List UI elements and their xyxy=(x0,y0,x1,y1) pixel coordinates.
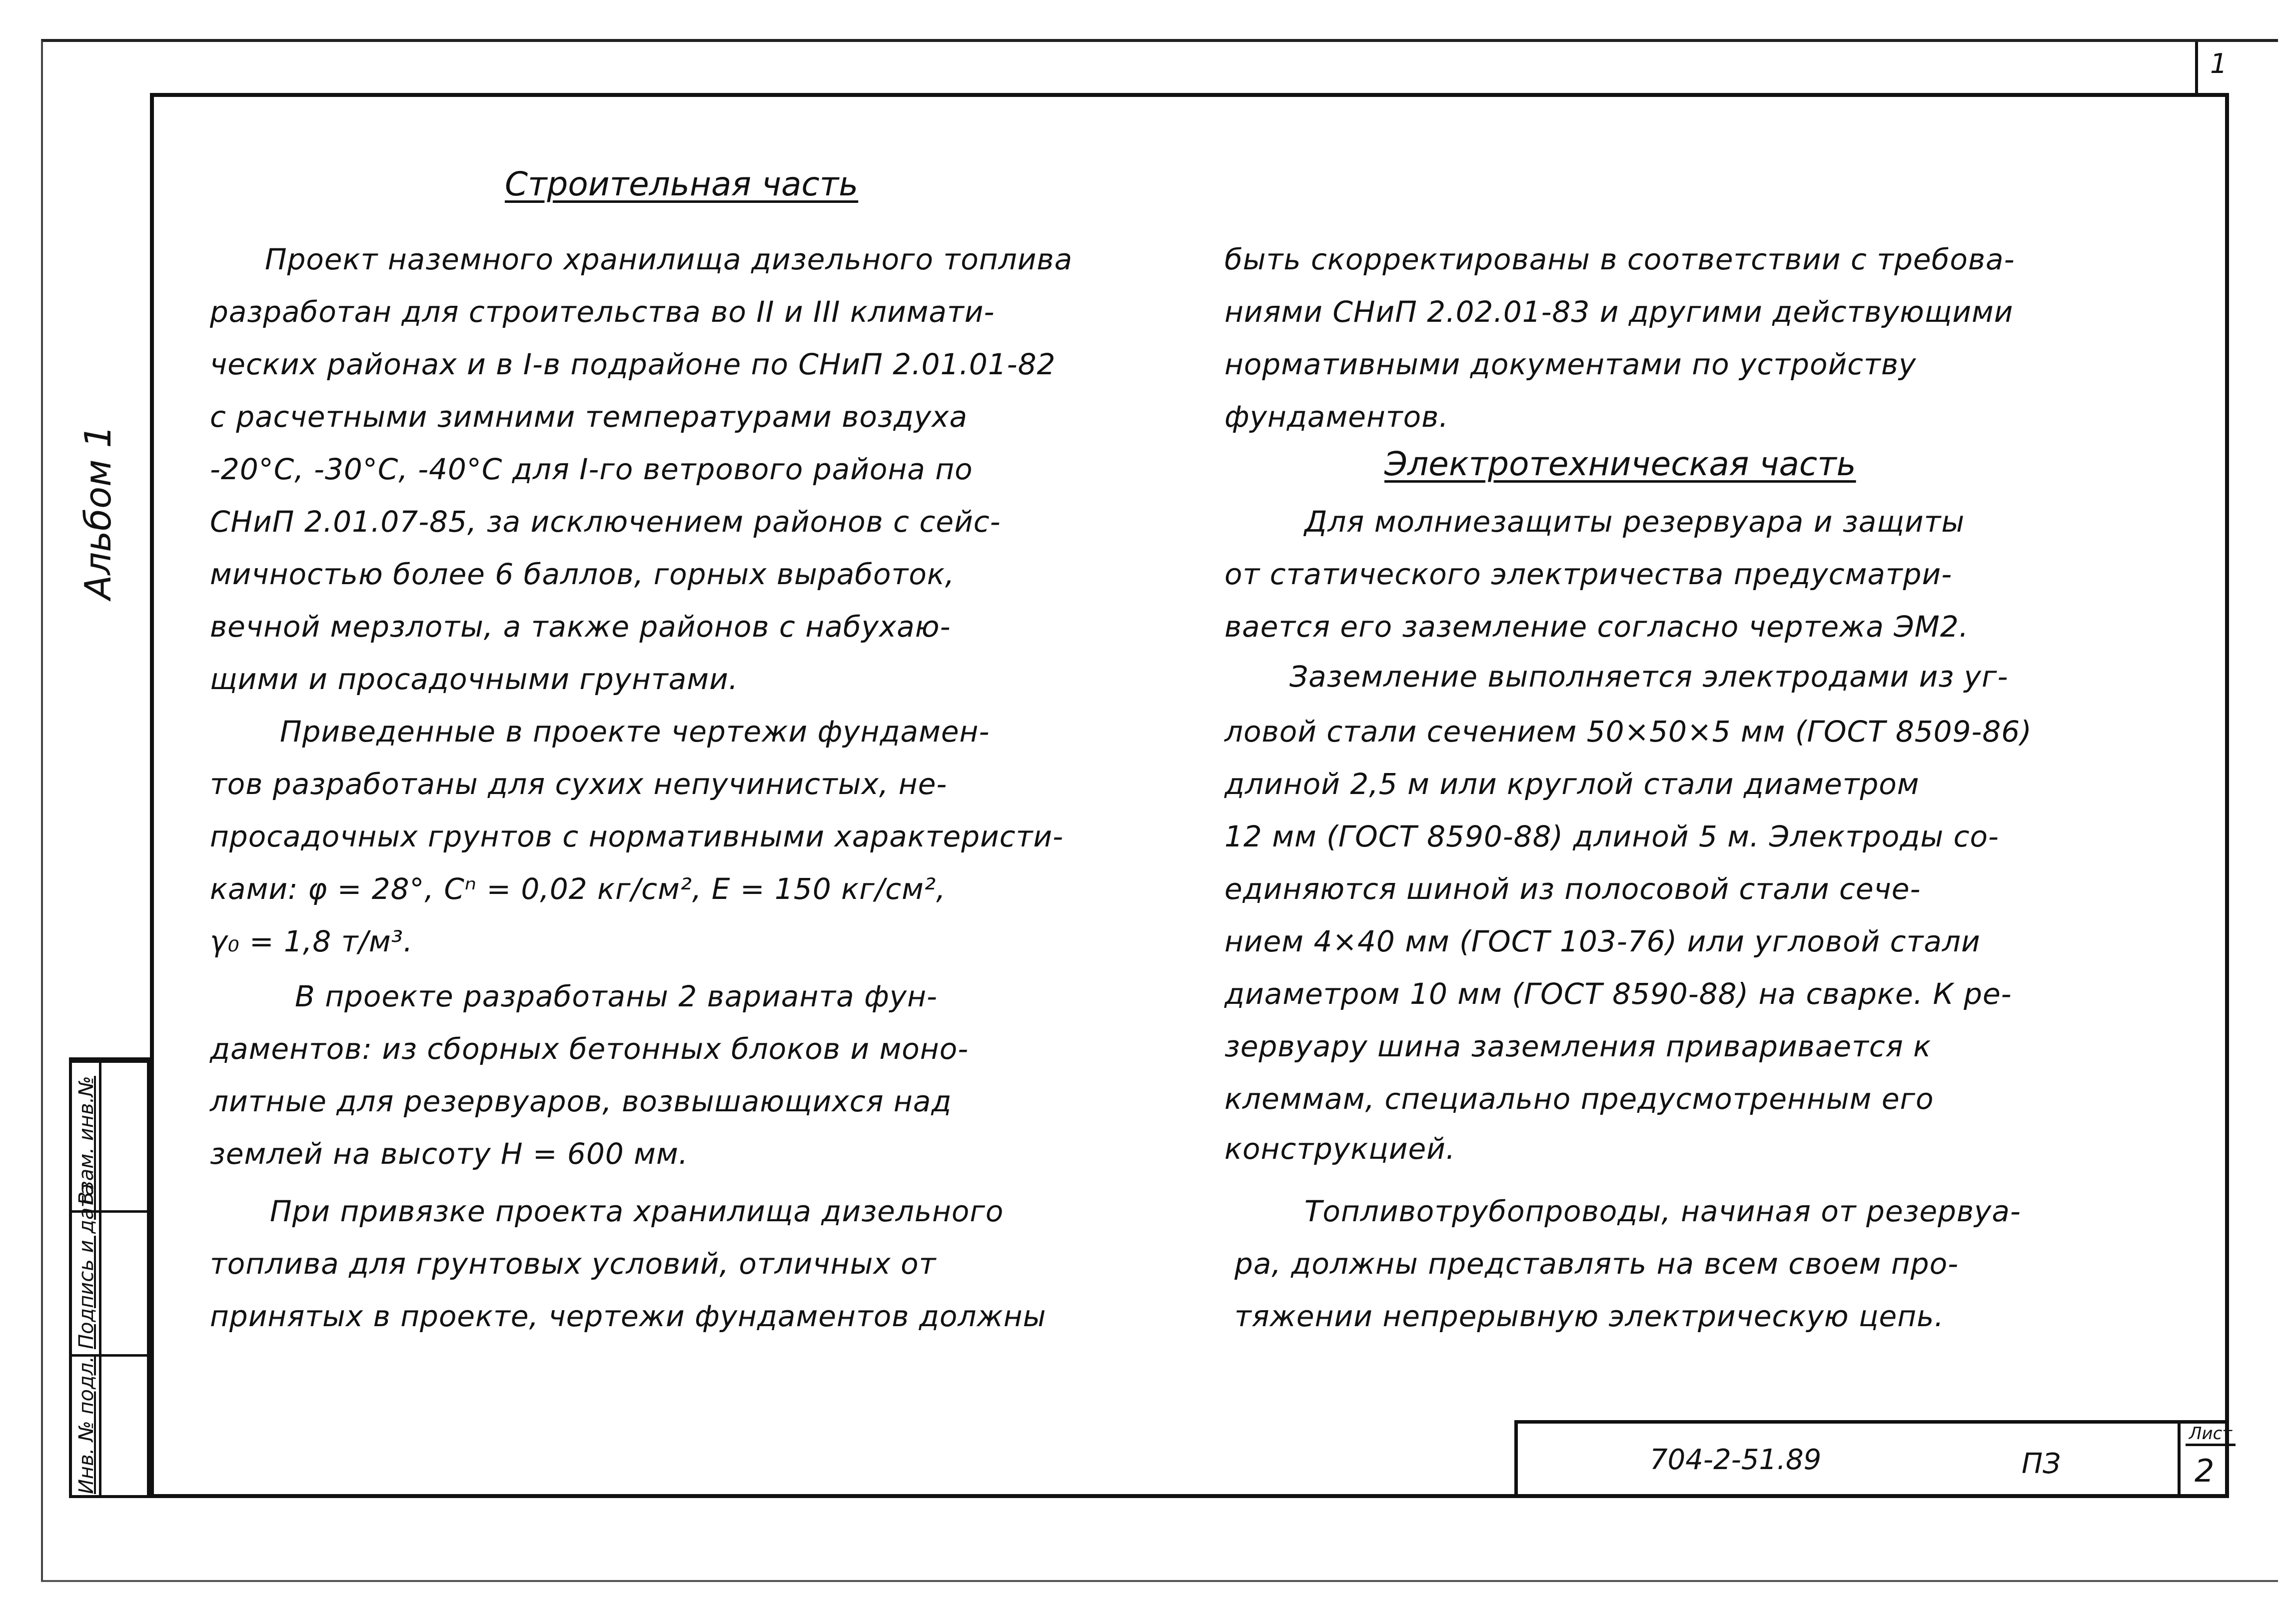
album-label: Альбом 1 xyxy=(77,425,119,600)
left-line: землей на высоту H = 600 мм. xyxy=(210,1137,689,1171)
left-line: топлива для грунтовых условий, отличных от xyxy=(210,1247,937,1281)
right-line: Заземление выполняется электродами из уг- xyxy=(1289,660,2009,694)
right-line: единяются шиной из полосовой стали сече- xyxy=(1224,872,1921,906)
left-line: ками: φ = 28°, Cⁿ = 0,02 кг/см², E = 150 кг/см², xyxy=(210,872,946,906)
stamp-label-inventory: Инв. № подл. xyxy=(75,1356,98,1494)
left-line: СНиП 2.01.07-85, за исключением районов с сейс- xyxy=(210,505,1001,539)
title-block xyxy=(1514,1420,2233,1498)
left-line: Проект наземного хранилища дизельного топлива xyxy=(265,242,1073,276)
left-line: разработан для строительства во II и III климати- xyxy=(210,295,995,329)
heading-construction: Строительная часть xyxy=(505,165,859,203)
left-line: При привязке проекта хранилища дизельного xyxy=(270,1194,1004,1228)
right-line: клеммам, специально предусмотренным его xyxy=(1224,1082,1934,1116)
stamp-label-signature: Подпись и дата xyxy=(75,1183,98,1349)
right-line: Топливотрубопроводы, начиная от резервуа- xyxy=(1304,1194,2021,1228)
right-line: нием 4×40 мм (ГОСТ 103-76) или угловой стали xyxy=(1224,924,1981,958)
stamp-column-divider xyxy=(99,1060,101,1495)
right-line: 12 мм (ГОСТ 8590-88) длиной 5 м. Электроды со- xyxy=(1224,819,1999,853)
right-line: Для молниезащиты резервуара и защиты xyxy=(1304,505,1965,539)
right-line: вается его заземление согласно чертежа ЭМ2. xyxy=(1224,610,1969,644)
right-line: фундаментов. xyxy=(1224,400,1449,434)
side-stamp xyxy=(69,1057,150,1498)
right-line: от статического электричества предусматри- xyxy=(1224,557,1953,591)
right-line: длиной 2,5 м или круглой стали диаметром xyxy=(1224,767,1920,801)
left-line: В проекте разработаны 2 варианта фун- xyxy=(295,979,938,1013)
heading-electrical: Электротехническая часть xyxy=(1384,445,1856,483)
left-line: даментов: из сборных бетонных блоков и моно- xyxy=(210,1032,969,1066)
left-line: с расчетными зимними температурами воздуха xyxy=(210,400,968,434)
right-line: нормативными документами по устройству xyxy=(1224,347,1917,381)
document-code: 704-2-51.89 xyxy=(1650,1444,1822,1476)
left-line: тов разработаны для сухих непучинистых, не- xyxy=(210,767,948,801)
left-line: -20°С, -30°С, -40°С для I-го ветрового района по xyxy=(210,452,973,486)
document-type: ПЗ xyxy=(2022,1448,2061,1480)
corner-number: 1 xyxy=(2210,48,2228,79)
sheet-number: 2 xyxy=(2195,1453,2215,1489)
left-line: γ₀ = 1,8 т/м³. xyxy=(210,924,413,958)
right-line: ловой стали сечением 50×50×5 мм (ГОСТ 8509-86) xyxy=(1224,715,2032,749)
stamp-label-replacement: Взам. инв.№ xyxy=(75,1076,98,1205)
left-line: Приведенные в проекте чертежи фундамен- xyxy=(280,715,990,749)
right-line: ра, должны представлять на всем своем про- xyxy=(1234,1247,1959,1281)
left-line: мичностью более 6 баллов, горных выработок, xyxy=(210,557,955,591)
left-line: принятых в проекте, чертежи фундаментов должны xyxy=(210,1299,1047,1333)
left-line: вечной мерзлоты, а также районов с набухаю- xyxy=(210,610,951,644)
left-line: ческих районах и в I-в подрайоне по СНиП 2.01.01-82 xyxy=(210,347,1056,381)
left-line: щими и просадочными грунтами. xyxy=(210,662,739,696)
right-line: диаметром 10 мм (ГОСТ 8590-88) на сварке. К ре- xyxy=(1224,977,2012,1011)
right-line: конструкцией. xyxy=(1224,1132,1456,1166)
sheet-box xyxy=(2178,1424,2233,1498)
left-line: просадочных грунтов с нормативными характеристи- xyxy=(210,819,1064,853)
sheet-label: Лист xyxy=(2186,1424,2236,1446)
right-line: ниями СНиП 2.02.01-83 и другими действующими xyxy=(1224,295,2014,329)
right-line: тяжении непрерывную электрическую цепь. xyxy=(1234,1299,1944,1333)
left-line: литные для резервуаров, возвышающихся над xyxy=(210,1084,952,1118)
right-line: зервуару шина заземления приваривается к xyxy=(1224,1029,1932,1063)
right-line: быть скорректированы в соответствии с требова- xyxy=(1224,242,2015,276)
